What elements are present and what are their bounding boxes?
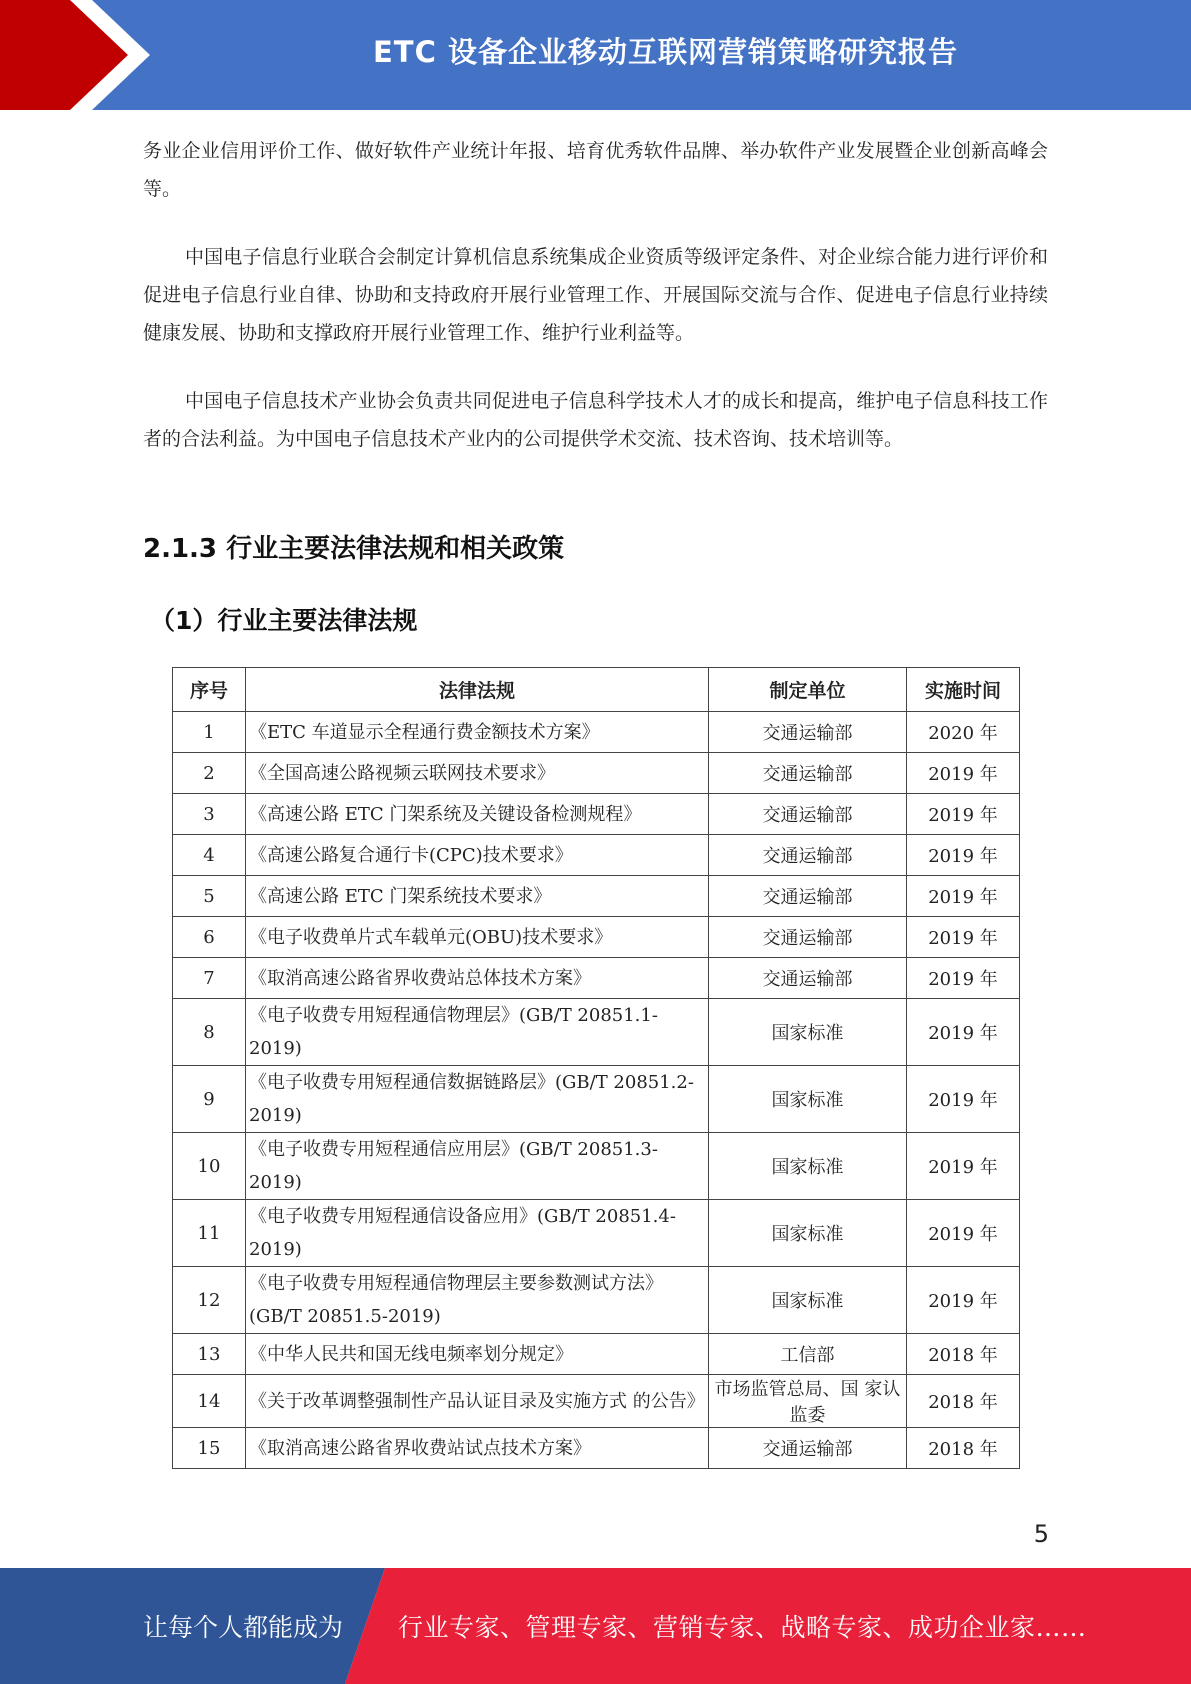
- issuing-unit: 国家标准: [709, 1066, 907, 1133]
- law-name: 《取消高速公路省界收费站总体技术方案》: [246, 958, 709, 999]
- effective-year: 2019 年: [907, 958, 1020, 999]
- row-number: 6: [173, 917, 246, 958]
- row-number: 7: [173, 958, 246, 999]
- law-name: 《高速公路 ETC 门架系统及关键设备检测规程》: [246, 794, 709, 835]
- issuing-unit: 交通运输部: [709, 835, 907, 876]
- effective-year: 2019 年: [907, 999, 1020, 1066]
- issuing-unit: 交通运输部: [709, 876, 907, 917]
- issuing-unit: 交通运输部: [709, 753, 907, 794]
- issuing-unit: 交通运输部: [709, 712, 907, 753]
- issuing-unit: 交通运输部: [709, 794, 907, 835]
- law-name: 《取消高速公路省界收费站试点技术方案》: [246, 1428, 709, 1469]
- effective-year: 2019 年: [907, 753, 1020, 794]
- row-number: 8: [173, 999, 246, 1066]
- effective-year: 2019 年: [907, 1200, 1020, 1267]
- row-number: 1: [173, 712, 246, 753]
- law-name: 《电子收费专用短程通信数据链路层》(GB/T 20851.2-2019): [246, 1066, 709, 1133]
- subsection-heading: （1）行业主要法律法规: [150, 606, 418, 635]
- issuing-unit: 交通运输部: [709, 917, 907, 958]
- law-name: 《全国高速公路视频云联网技术要求》: [246, 753, 709, 794]
- footer-slogan-left: 让每个人都能成为: [143, 1613, 344, 1642]
- law-name: 《电子收费专用短程通信物理层》(GB/T 20851.1-2019): [246, 999, 709, 1066]
- row-number: 10: [173, 1133, 246, 1200]
- effective-year: 2019 年: [907, 1133, 1020, 1200]
- row-number: 4: [173, 835, 246, 876]
- table-row: [173, 712, 1020, 753]
- issuing-unit: 交通运输部: [709, 1428, 907, 1469]
- effective-year: 2019 年: [907, 917, 1020, 958]
- table-row: [173, 876, 1020, 917]
- table-row: [173, 1267, 1020, 1334]
- row-number: 14: [173, 1375, 246, 1428]
- effective-year: 2019 年: [907, 1267, 1020, 1334]
- table-header-row: [173, 668, 1020, 712]
- effective-year: 2018 年: [907, 1375, 1020, 1428]
- header-no: 序号: [173, 668, 246, 712]
- row-number: 9: [173, 1066, 246, 1133]
- header-year: 实施时间: [907, 668, 1020, 712]
- laws-table: [172, 667, 1020, 1469]
- body-text: [143, 132, 1048, 458]
- table-row: [173, 1375, 1020, 1428]
- law-name: 《电子收费专用短程通信物理层主要参数测试方法》(GB/T 20851.5-2019): [246, 1267, 709, 1334]
- law-name: 《关于改革调整强制性产品认证目录及实施方式 的公告》: [246, 1375, 709, 1428]
- table-row: [173, 1200, 1020, 1267]
- effective-year: 2019 年: [907, 876, 1020, 917]
- table-row: [173, 1133, 1020, 1200]
- row-number: 12: [173, 1267, 246, 1334]
- page-number: 5: [1033, 1520, 1049, 1548]
- row-number: 2: [173, 753, 246, 794]
- law-name: 《ETC 车道显示全程通行费金额技术方案》: [246, 712, 709, 753]
- table-row: [173, 753, 1020, 794]
- table-row: [173, 999, 1020, 1066]
- table-row: [173, 1066, 1020, 1133]
- header-unit: 制定单位: [709, 668, 907, 712]
- row-number: 13: [173, 1334, 246, 1375]
- law-name: 《高速公路 ETC 门架系统技术要求》: [246, 876, 709, 917]
- row-number: 11: [173, 1200, 246, 1267]
- row-number: 5: [173, 876, 246, 917]
- page-header: [0, 0, 1191, 110]
- table-row: [173, 917, 1020, 958]
- issuing-unit: 交通运输部: [709, 958, 907, 999]
- table-row: [173, 1334, 1020, 1375]
- law-name: 《中华人民共和国无线电频率划分规定》: [246, 1334, 709, 1375]
- law-name: 《电子收费专用短程通信应用层》(GB/T 20851.3-2019): [246, 1133, 709, 1200]
- table-row: [173, 794, 1020, 835]
- footer-slogan-right: 行业专家、管理专家、营销专家、战略专家、成功企业家……: [398, 1613, 1087, 1642]
- effective-year: 2019 年: [907, 835, 1020, 876]
- paragraph-2: 中国电子信息行业联合会制定计算机信息系统集成企业资质等级评定条件、对企业综合能力进行评价和促进电子信息行业自律、协助和支持政府开展行业管理工作、开展国际交流与合作、促进电子信息行业持续健康发展、协助和支撑政府开展行业管理工作、维护行业利益等。: [143, 246, 1048, 344]
- header-title: ETC 设备企业移动互联网营销策略研究报告: [373, 34, 958, 69]
- row-number: 15: [173, 1428, 246, 1469]
- issuing-unit: 工信部: [709, 1334, 907, 1375]
- header-law: 法律法规: [246, 668, 709, 712]
- law-name: 《电子收费专用短程通信设备应用》(GB/T 20851.4-2019): [246, 1200, 709, 1267]
- row-number: 3: [173, 794, 246, 835]
- effective-year: 2019 年: [907, 1066, 1020, 1133]
- table-row: [173, 1428, 1020, 1469]
- table-row: [173, 958, 1020, 999]
- law-name: 《高速公路复合通行卡(CPC)技术要求》: [246, 835, 709, 876]
- issuing-unit: 国家标准: [709, 1200, 907, 1267]
- issuing-unit: 市场监管总局、国 家认监委: [709, 1375, 907, 1428]
- section-heading: 2.1.3 行业主要法律法规和相关政策: [143, 534, 565, 564]
- effective-year: 2020 年: [907, 712, 1020, 753]
- effective-year: 2019 年: [907, 794, 1020, 835]
- paragraph-3: 中国电子信息技术产业协会负责共同促进电子信息科学技术人才的成长和提高，维护电子信息科技工作者的合法利益。为中国电子信息技术产业内的公司提供学术交流、技术咨询、技术培训等。: [143, 390, 1048, 450]
- effective-year: 2018 年: [907, 1334, 1020, 1375]
- table-row: [173, 835, 1020, 876]
- paragraph-1: 务业企业信用评价工作、做好软件产业统计年报、培育优秀软件品牌、举办软件产业发展暨企业创新高峰会等。: [143, 140, 1048, 200]
- law-name: 《电子收费单片式车载单元(OBU)技术要求》: [246, 917, 709, 958]
- issuing-unit: 国家标准: [709, 1267, 907, 1334]
- page-footer: [0, 1568, 1191, 1684]
- issuing-unit: 国家标准: [709, 1133, 907, 1200]
- issuing-unit: 国家标准: [709, 999, 907, 1066]
- effective-year: 2018 年: [907, 1428, 1020, 1469]
